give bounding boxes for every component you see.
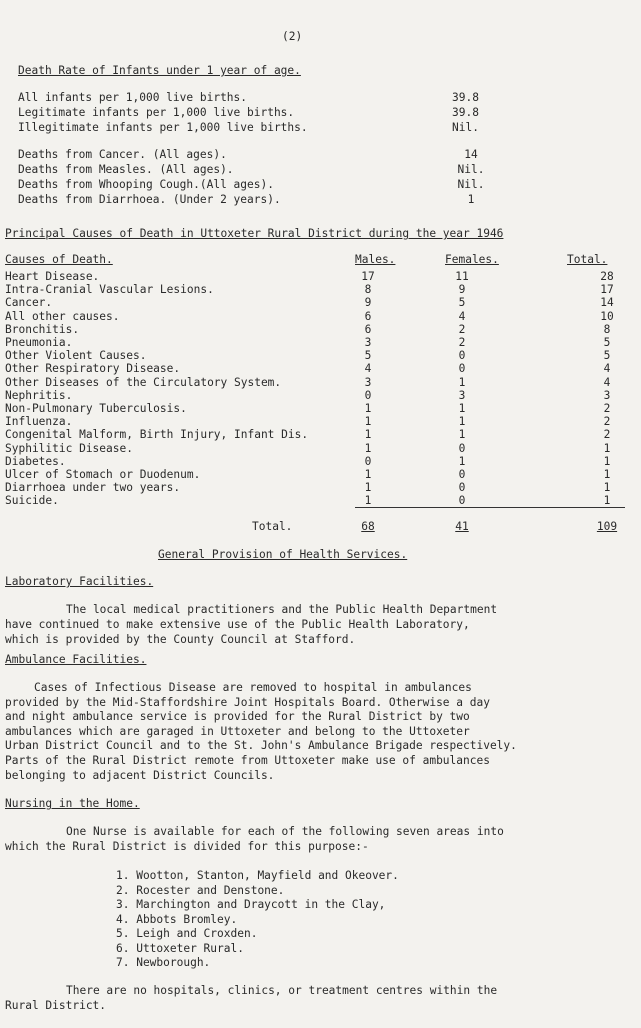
table-row-cause: Heart Disease. bbox=[5, 270, 100, 283]
amb_text-line: ambulances which are garaged in Uttoxeter and belong to the Uttoxeter bbox=[5, 724, 470, 738]
table-row-total: 2 bbox=[603, 428, 611, 442]
nursing_text-line: One Nurse is available for each of the following seven areas into bbox=[66, 825, 504, 838]
death-value: 1 bbox=[467, 193, 475, 206]
table-row-cause: Other Diseases of the Circulatory System. bbox=[5, 375, 282, 389]
table-row-total: 1 bbox=[603, 441, 611, 455]
table-row-cause: Bronchitis. bbox=[5, 322, 80, 336]
table-row-cause: Cancer. bbox=[5, 296, 53, 310]
table-row-total: 10 bbox=[600, 309, 614, 323]
page-number: (2) bbox=[282, 30, 303, 43]
table-row-females: 0 bbox=[458, 468, 466, 481]
table-row-females: 0 bbox=[458, 441, 466, 455]
col-header-males: Males. bbox=[355, 253, 396, 266]
col-header-cause: Causes of Death. bbox=[5, 253, 113, 266]
table-row-cause: Diarrhoea under two years. bbox=[5, 481, 181, 495]
nursing-area-item: 3. Marchington and Draycott in the Clay, bbox=[116, 898, 386, 911]
table-row-cause: Ulcer of Stomach or Duodenum. bbox=[5, 468, 201, 481]
table-row-total: 28 bbox=[600, 270, 614, 283]
table-row-cause: Pneumonia. bbox=[5, 336, 73, 349]
table-row-males: 6 bbox=[364, 309, 372, 323]
nursing-area-item: 2. Rocester and Denstone. bbox=[116, 883, 285, 897]
table-row-cause: Diabetes. bbox=[5, 454, 66, 468]
table-row-total: 14 bbox=[600, 296, 614, 310]
table-row-males: 4 bbox=[364, 362, 372, 376]
table-row-total: 2 bbox=[603, 402, 611, 415]
infant-rate-label: Illegitimate infants per 1,000 live births. bbox=[18, 121, 308, 134]
lab_text-line: have continued to make extensive use of the Public Health Laboratory, bbox=[5, 618, 470, 631]
amb_text-line: Urban District Council and to the St. John's Ambulance Brigade respectively. bbox=[5, 739, 517, 753]
table-row-total: 17 bbox=[600, 283, 614, 297]
table-row-cause: Suicide. bbox=[5, 494, 59, 508]
death-label: Deaths from Measles. (All ages). bbox=[18, 163, 234, 176]
closing_text-line: There are no hospitals, clinics, or treatment centres within the bbox=[66, 984, 498, 997]
death-label: Deaths from Cancer. (All ages). bbox=[18, 148, 227, 161]
death-value: Nil. bbox=[457, 178, 485, 191]
infant-rate-label: All infants per 1,000 live births. bbox=[18, 91, 248, 104]
lab_text-line: which is provided by the County Council at Stafford. bbox=[5, 633, 356, 646]
death-value: Nil. bbox=[457, 163, 485, 176]
nursing-area-item: 6. Uttoxeter Rural. bbox=[116, 941, 244, 955]
table-row-females: 1 bbox=[458, 402, 466, 415]
amb_text-line: Cases of Infectious Disease are removed to hospital in ambulances bbox=[34, 681, 472, 694]
nursing-area-item: 4. Abbots Bromley. bbox=[116, 912, 238, 926]
table-row-females: 5 bbox=[458, 296, 466, 310]
table-row-females: 0 bbox=[458, 349, 466, 363]
table-row-females: 2 bbox=[458, 336, 466, 349]
table-row-females: 1 bbox=[458, 415, 466, 429]
table-row-females: 2 bbox=[458, 322, 466, 336]
total-all: 109 bbox=[596, 520, 618, 533]
nursing-area-item: 5. Leigh and Croxden. bbox=[116, 927, 258, 940]
table-row-females: 9 bbox=[458, 283, 466, 297]
table-row-total: 2 bbox=[603, 415, 611, 429]
infant-heading: Death Rate of Infants under 1 year of age. bbox=[18, 64, 301, 77]
table-row-females: 1 bbox=[458, 375, 466, 389]
closing_text-line: Rural District. bbox=[5, 999, 107, 1012]
table-row-males: 1 bbox=[364, 481, 372, 495]
table-row-total: 1 bbox=[603, 481, 611, 495]
amb_text-line: provided by the Mid-Staffordshire Joint Hospitals Board. Otherwise a day bbox=[5, 695, 490, 709]
table-row-males: 1 bbox=[364, 441, 372, 455]
death-label: Deaths from Whooping Cough.(All ages). bbox=[18, 178, 274, 191]
causes-heading: Principal Causes of Death in Uttoxeter Rural District during the year 1946 bbox=[5, 227, 504, 240]
table-row-males: 9 bbox=[364, 296, 372, 310]
table-row-total: 1 bbox=[603, 454, 611, 468]
table-row-males: 1 bbox=[364, 415, 372, 429]
col-header-total: Total. bbox=[567, 253, 608, 266]
total-label: Total. bbox=[252, 520, 293, 533]
table-row-total: 4 bbox=[603, 375, 611, 389]
table-row-females: 0 bbox=[458, 494, 466, 508]
death-label: Deaths from Diarrhoea. (Under 2 years). bbox=[18, 193, 281, 206]
nursing-area-item: 1. Wootton, Stanton, Mayfield and Okeover. bbox=[116, 869, 399, 882]
table-row-females: 0 bbox=[458, 481, 466, 495]
lab_text-line: The local medical practitioners and the Public Health Department bbox=[66, 603, 498, 616]
table-row-females: 11 bbox=[455, 270, 469, 283]
table-row-cause: Other Violent Causes. bbox=[5, 349, 147, 363]
death-value: 14 bbox=[464, 148, 478, 161]
table-row-males: 1 bbox=[364, 468, 372, 481]
table-row-females: 1 bbox=[458, 428, 466, 442]
table-row-cause: Nephritis. bbox=[5, 388, 73, 402]
table-row-total: 5 bbox=[603, 349, 611, 363]
table-row-males: 1 bbox=[364, 494, 372, 508]
table-row-total: 4 bbox=[603, 362, 611, 376]
lab-heading: Laboratory Facilities. bbox=[5, 575, 154, 588]
nursing-area-item: 7. Newborough. bbox=[116, 956, 211, 969]
table-row-males: 0 bbox=[364, 454, 372, 468]
table-row-males: 5 bbox=[364, 349, 372, 363]
table-row-total: 1 bbox=[603, 468, 611, 481]
table-row-cause: Syphilitic Disease. bbox=[5, 441, 133, 455]
table-row-males: 3 bbox=[364, 375, 372, 389]
table-row-cause: Other Respiratory Disease. bbox=[5, 362, 181, 376]
total-females: 41 bbox=[455, 520, 469, 533]
infant-rate-value: Nil. bbox=[452, 121, 479, 134]
table-row-males: 0 bbox=[364, 388, 372, 402]
total-males: 68 bbox=[361, 520, 375, 533]
table-row-total: 1 bbox=[603, 494, 611, 508]
table-row-males: 1 bbox=[364, 428, 372, 442]
table-row-total: 5 bbox=[603, 336, 611, 349]
general-heading: General Provision of Health Services. bbox=[158, 548, 408, 561]
table-row-females: 4 bbox=[458, 309, 466, 323]
amb_text-line: belonging to adjacent District Councils. bbox=[5, 768, 275, 782]
amb_text-line: Parts of the Rural District remote from Uttoxeter make use of ambulances bbox=[5, 754, 490, 767]
table-row-total: 8 bbox=[603, 322, 611, 336]
infant-rate-value: 39.8 bbox=[452, 91, 479, 104]
infant-rate-value: 39.8 bbox=[452, 106, 479, 119]
table-row-females: 3 bbox=[458, 388, 466, 402]
table-row-females: 1 bbox=[458, 454, 466, 468]
nursing-heading: Nursing in the Home. bbox=[5, 797, 140, 810]
total-rule bbox=[355, 507, 625, 508]
nursing_text-line: which the Rural District is divided for this purpose:- bbox=[5, 839, 369, 853]
table-row-cause: Congenital Malform, Birth Injury, Infant Dis. bbox=[5, 428, 309, 442]
table-row-males: 8 bbox=[364, 283, 372, 297]
ambulance-heading: Ambulance Facilities. bbox=[5, 653, 147, 666]
table-row-total: 3 bbox=[603, 388, 611, 402]
infant-rate-label: Legitimate infants per 1,000 live births. bbox=[18, 106, 295, 119]
table-row-cause: All other causes. bbox=[5, 309, 120, 323]
table-row-cause: Non-Pulmonary Tuberculosis. bbox=[5, 402, 187, 415]
table-row-males: 6 bbox=[364, 322, 372, 336]
table-row-females: 0 bbox=[458, 362, 466, 376]
table-row-cause: Influenza. bbox=[5, 415, 73, 429]
amb_text-line: and night ambulance service is provided for the Rural District by two bbox=[5, 710, 470, 724]
table-row-cause: Intra-Cranial Vascular Lesions. bbox=[5, 283, 214, 297]
table-row-males: 1 bbox=[364, 402, 372, 415]
table-row-males: 17 bbox=[361, 270, 375, 283]
col-header-females: Females. bbox=[445, 253, 499, 266]
table-row-males: 3 bbox=[364, 336, 372, 349]
